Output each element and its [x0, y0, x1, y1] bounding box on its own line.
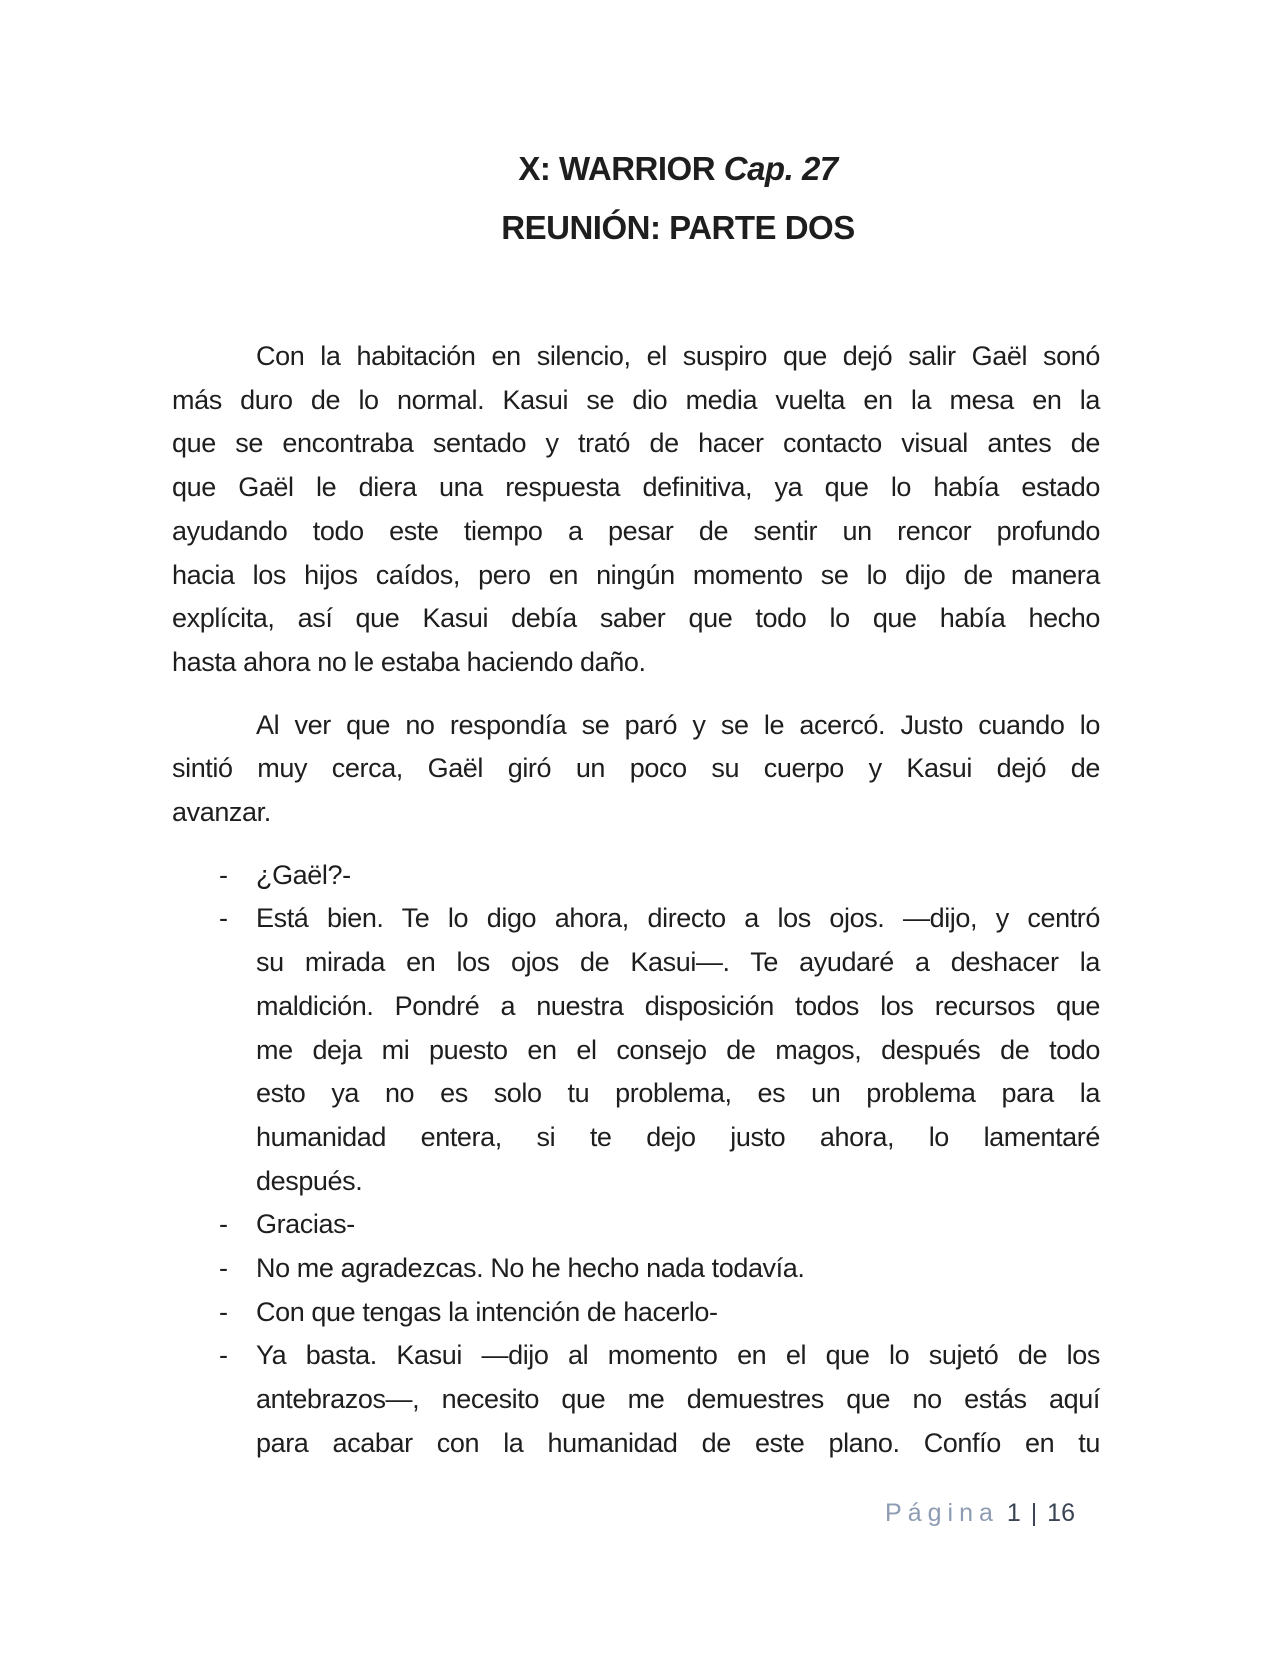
list-bullet-dash: - [219, 1340, 228, 1371]
dialogue-item [219, 1203, 1100, 1247]
dialogue-line: ¿Gaël?- [256, 859, 351, 890]
document-body [172, 335, 1100, 1466]
dialogue-line: esto ya no es solo tu problema, es un problema para la [256, 1078, 1100, 1109]
title-block [172, 147, 1100, 250]
paragraph-line: hacia los hijos caídos, pero en ningún momento se lo dijo de manera [172, 559, 1100, 590]
dialogue-line: su mirada en los ojos de Kasui—. Te ayudaré a deshacer la [256, 947, 1100, 978]
dialogue-line: para acabar con la humanidad de este plano. Confío en tu [256, 1427, 1100, 1458]
chapter-title-text: X: WARRIOR [518, 150, 724, 187]
dialogue-line: antebrazos—, necesito que me demuestres que no estás aquí [256, 1384, 1100, 1415]
paragraph-line: sintió muy cerca, Gaël giró un poco su cuerpo y Kasui dejó de [172, 753, 1100, 784]
section-subtitle: REUNIÓN: PARTE DOS [501, 209, 855, 246]
paragraph [172, 335, 1100, 685]
dialogue-line: Está bien. Te lo digo ahora, directo a los ojos. —dijo, y centró [256, 903, 1100, 934]
paragraph-line: Con la habitación en silencio, el suspiro que dejó salir Gaël sonó [256, 341, 1100, 371]
dialogue-item [219, 897, 1100, 1203]
list-bullet-dash: - [219, 903, 228, 934]
paragraph-line: más duro de lo normal. Kasui se dio media vuelta en la mesa en la [172, 384, 1100, 415]
dialogue-item [219, 1334, 1100, 1465]
page-footer [885, 1498, 1075, 1528]
paragraph [172, 704, 1100, 835]
dialogue-line: Con que tengas la intención de hacerlo- [256, 1296, 718, 1327]
dialogue-list [172, 854, 1100, 1466]
dialogue-item [219, 1247, 1100, 1291]
chapter-number: Cap. 27 [723, 150, 838, 187]
paragraph-line: ayudando todo este tiempo a pesar de sentir un rencor profundo [172, 515, 1100, 546]
footer-page-number: 1 | 16 [1006, 1499, 1075, 1527]
dialogue-line: No me agradezcas. No he hecho nada todavía. [256, 1253, 805, 1284]
list-bullet-dash: - [219, 1209, 228, 1240]
chapter-title [256, 147, 1100, 191]
dialogue-line: me deja mi puesto en el consejo de magos, después de todo [256, 1034, 1100, 1065]
dialogue-line: Gracias- [256, 1209, 355, 1240]
dialogue-item [219, 1291, 1100, 1335]
paragraph-line: explícita, así que Kasui debía saber que todo lo que había hecho [172, 603, 1100, 634]
footer-page-label: Página [885, 1499, 999, 1527]
paragraph-line: que se encontraba sentado y trató de hacer contacto visual antes de [172, 428, 1100, 459]
list-bullet-dash: - [219, 1296, 228, 1327]
list-bullet-dash: - [219, 1253, 228, 1284]
list-bullet-dash: - [219, 859, 228, 890]
page-content [172, 0, 1100, 1466]
dialogue-line: Ya basta. Kasui —dijo al momento en el que lo sujetó de los [256, 1340, 1100, 1371]
dialogue-line: humanidad entera, si te dejo justo ahora, lo lamentaré [256, 1121, 1100, 1152]
paragraph-line: Al ver que no respondía se paró y se le acercó. Justo cuando lo [256, 709, 1100, 740]
dialogue-item [219, 854, 1100, 898]
dialogue-line: maldición. Pondré a nuestra disposición todos los recursos que [256, 990, 1100, 1021]
paragraph-line: hasta ahora no le estaba haciendo daño. [172, 646, 646, 677]
paragraph-line: avanzar. [172, 797, 271, 828]
paragraph-line: que Gaël le diera una respuesta definitiva, ya que lo había estado [172, 472, 1100, 503]
dialogue-line: después. [256, 1165, 363, 1196]
